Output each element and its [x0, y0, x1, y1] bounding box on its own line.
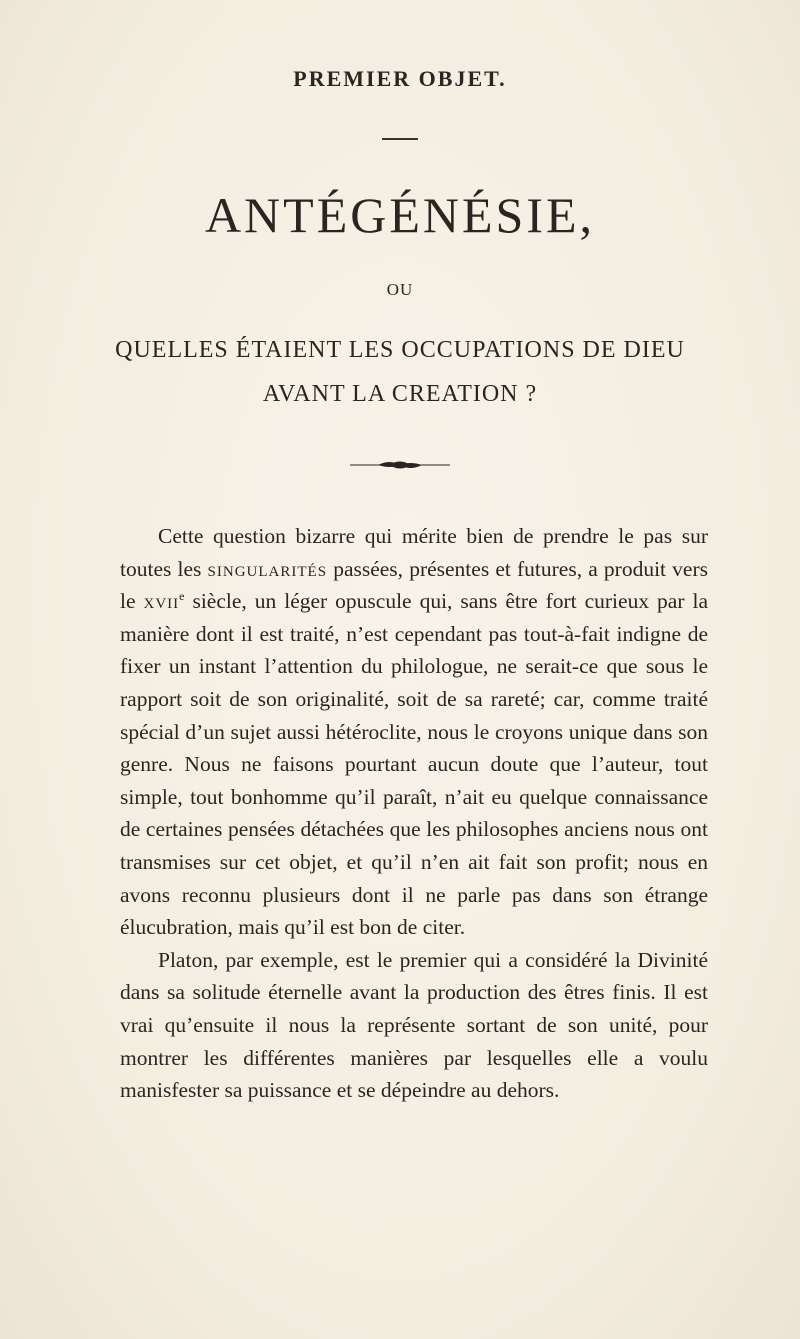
paragraph-1-text: siècle, un léger opuscule qui, sans être fort curieux par la manière dont il est traité, n’est cependant pas tout-à-fait indigne de fixer un instant l’attention du philologue, ne serait-ce que sous le rapport soit de son originalité, soit de sa rareté; car, comme traité spécial d’un sujet aussi hétéroclite, nous le croyons unique dans son genre. Nous ne faisons pourtant aucun doute que l’auteur, tout simple, tout bonhomme qu’il paraît, n’ait eu quelque connaissance de certaines pensées détachées que les philosophes anciens nous ont transmises sur cet objet, et qu’il n’en ait fait son profit; nous en avons reconnu plusieurs dont il ne parle pas dans son étrange élucubration, mais qu’il est bon de citer.: [120, 589, 708, 940]
subtitle-line-1: QUELLES ÉTAIENT LES OCCUPATIONS DE DIEU: [115, 337, 685, 363]
century-numeral: xvii: [143, 589, 180, 614]
running-head: PREMIER OBJET.: [293, 66, 507, 91]
title-conjunction: OU: [386, 280, 414, 299]
subtitle: [0, 328, 800, 416]
ornament-divider: [348, 459, 452, 471]
paragraph-2: Platon, par exemple, est le premier qui a considéré la Divinité dans sa solitude éternelle avant la production des êtres finis. Il est vrai qu’ensuite il nous la représente sortant de son unité, pour montrer les différentes manières par lesquelles elle a voulu manisfester sa puissance et se dépeindre au dehors.: [120, 947, 708, 1103]
page-title: ANTÉGÉNÉSIE,: [204, 187, 596, 243]
small-caps-word: singularités: [207, 556, 328, 581]
paragraph-1-text: Cette question bizarre qui mérite bien de prendre le pas sur toutes les: [120, 524, 708, 581]
paragraph-1: [120, 520, 708, 944]
title-rule: [382, 138, 418, 140]
paragraph-1-text: passées, présentes et futures, a produit vers le: [120, 556, 708, 614]
body-text: [120, 520, 708, 1107]
subtitle-line-2: AVANT LA CREATION ?: [262, 381, 538, 407]
century-superscript: e: [179, 589, 185, 604]
